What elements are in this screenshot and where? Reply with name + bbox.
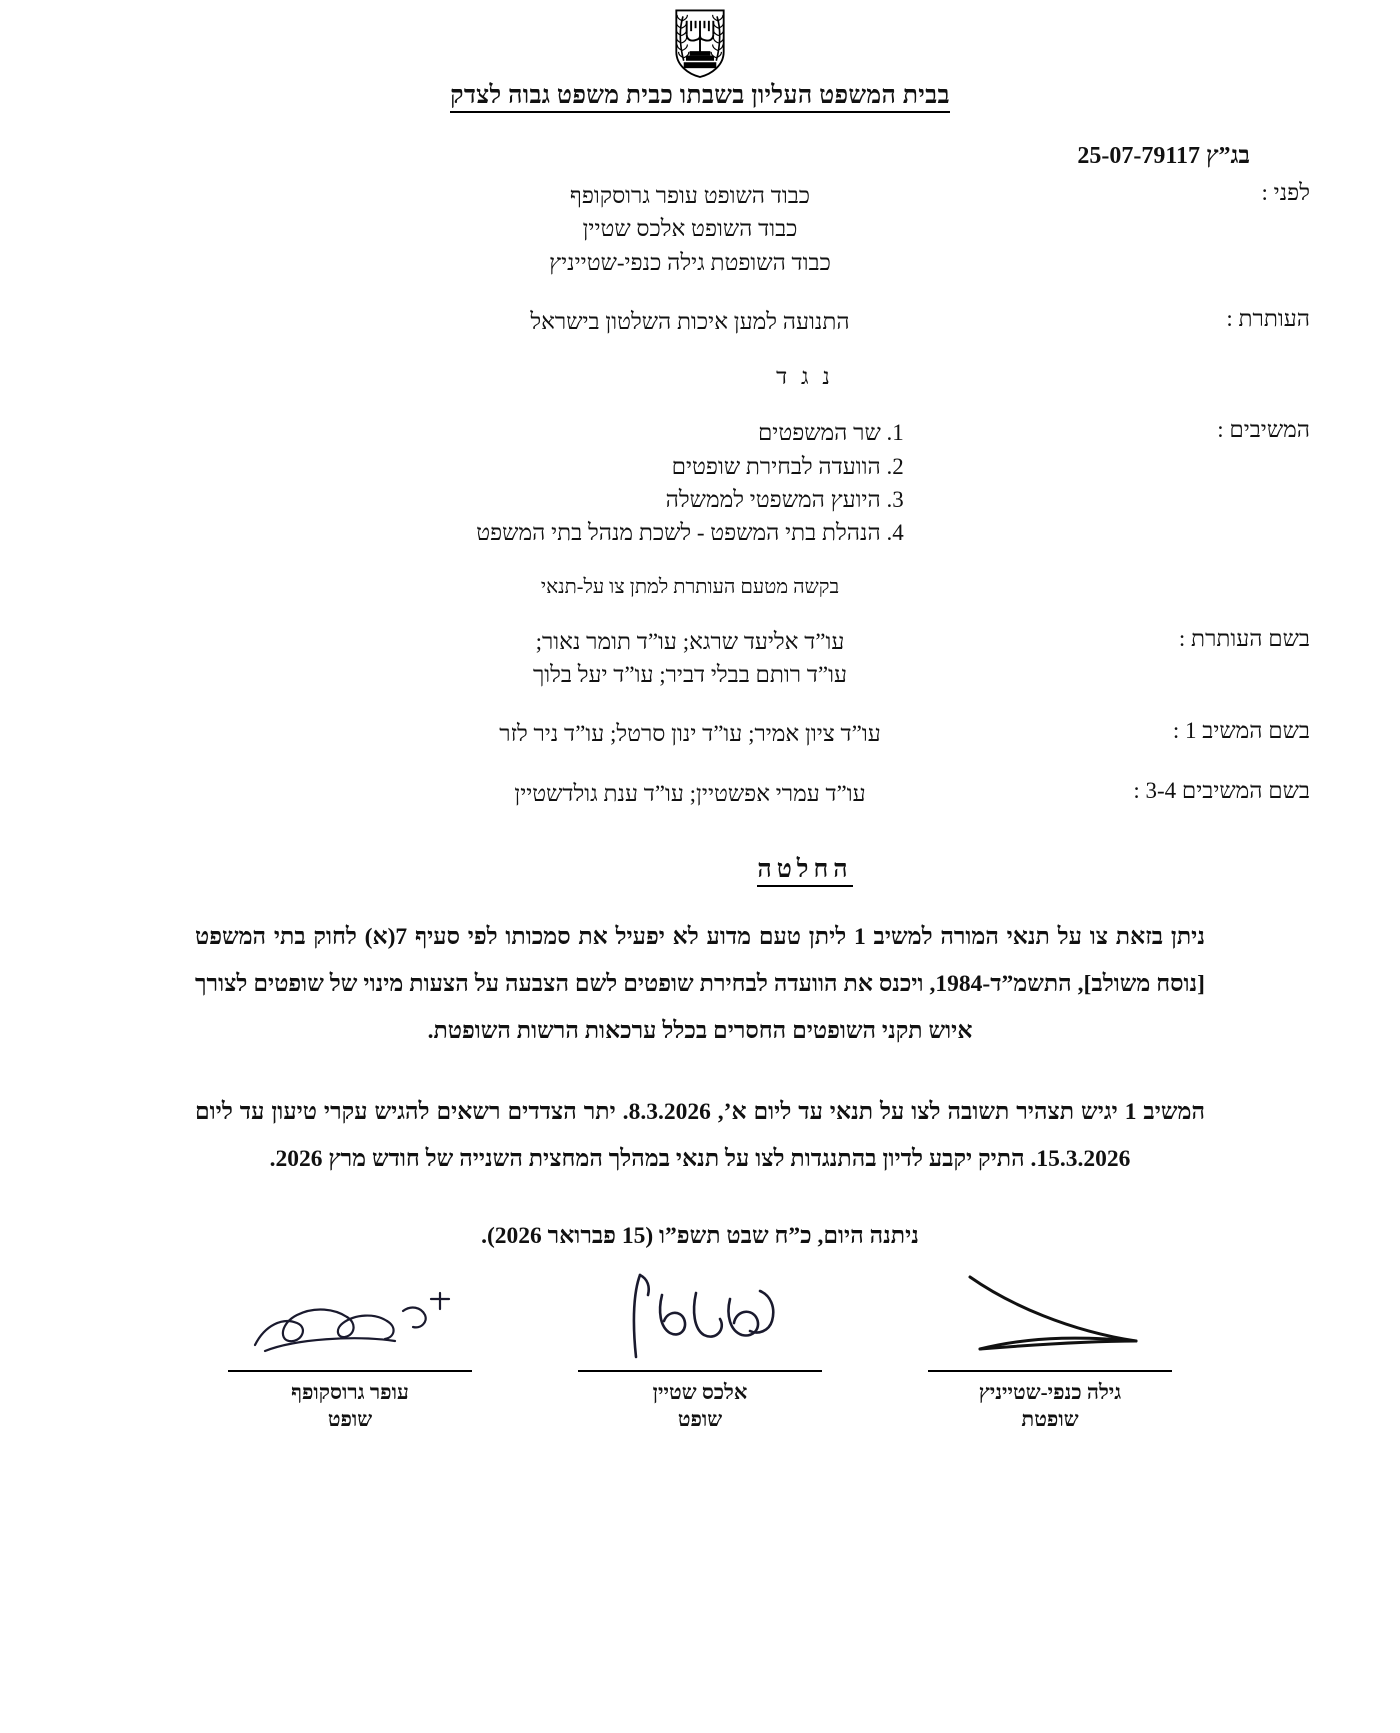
counsel-row-respondent-1 <box>300 717 1310 750</box>
counsel-names <box>300 717 1080 750</box>
decision-date-line: ניתנה היום, כ”ח שבט תשפ”ו (15 פברואר 2026). <box>481 1223 919 1250</box>
petitioner-label: העותרת : <box>1226 306 1310 332</box>
handwritten-signature-icon <box>210 1260 490 1370</box>
respondents-list <box>300 416 1080 549</box>
case-number: בג”ץ 25-07-79117 <box>1077 143 1250 169</box>
request-line-spacer <box>1080 576 1310 599</box>
respondent-item: 3. היועץ המשפטי לממשלה <box>665 487 904 513</box>
counsel-names <box>300 625 1080 692</box>
counsel-section <box>0 625 1400 810</box>
decision-paragraph: המשיב 1 יגיש תצהיר תשובה לצו על תנאי עד ליום א’, 8.3.2026. יתר הצדדים רשאים להגיש עקרי טיעון עד ליום 15.3.2026. התיק יקבע לדיון בהתנגדות לצו על תנאי במהלך המחצית השנייה של חודש מרץ 2026. <box>195 1099 1206 1173</box>
respondents-label: המשיבים : <box>1217 417 1310 443</box>
counsel-label: בשם המשיב 1 : <box>1172 718 1310 744</box>
signature-stein <box>560 1260 840 1434</box>
panel-judge: כבוד השופט עופר גרוסקופף <box>569 183 811 208</box>
panel-label: לפני : <box>1261 180 1310 205</box>
panel-judges <box>300 179 1080 279</box>
counsel-label: בשם העותרת : <box>1178 625 1310 651</box>
counsel-line: עו”ד רותם בבלי דביר; עו”ד יעל בלוך <box>532 662 848 688</box>
court-header <box>0 82 1400 113</box>
respondents-section <box>0 416 1400 549</box>
counsel-row-petitioner <box>300 625 1310 692</box>
signature-kanfi-steinitz <box>910 1260 1190 1434</box>
signature-rule <box>928 1370 1172 1372</box>
israel-state-emblem-icon <box>663 6 737 80</box>
signature-role: שופט <box>327 1407 373 1432</box>
decision-title <box>0 856 1400 884</box>
counsel-row-respondents-3-4 <box>300 777 1310 810</box>
signature-rule <box>578 1370 822 1372</box>
handwritten-signature-icon <box>910 1260 1190 1370</box>
respondents-row <box>300 416 1310 549</box>
handwritten-signature-icon <box>560 1260 840 1370</box>
parties-section <box>0 179 1400 338</box>
signature-name: עופר גרוסקופף <box>291 1380 409 1405</box>
respondent-item: 2. הוועדה לבחירת שופטים <box>671 453 904 479</box>
respondent-item: 1. שר המשפטים <box>757 420 904 446</box>
counsel-line: עו”ד ציון אמיר; עו”ד ינון סרטל; עו”ד ניר לזר <box>499 721 881 747</box>
panel-judge: כבוד השופט אלכס שטיין <box>582 216 798 242</box>
signature-name: גילה כנפי-שטייניץ <box>978 1380 1122 1405</box>
signature-role: שופטת <box>1021 1407 1079 1432</box>
signature-role: שופט <box>677 1407 723 1432</box>
case-number-row <box>0 143 1400 173</box>
request-line <box>0 576 1400 599</box>
petitioner-name: התנועה למען איכות השלטון בישראל <box>530 309 850 335</box>
decision-body <box>0 914 1400 1250</box>
petitioner-row <box>300 305 1310 338</box>
signature-name: אלכס שטיין <box>652 1380 748 1405</box>
counsel-line: עו”ד עמרי אפשטיין; עו”ד ענת גולדשטיין <box>514 780 866 806</box>
request-line-text: בקשה מטעם העותרת למתן צו על-תנאי <box>540 575 840 598</box>
signature-block <box>0 1260 1400 1434</box>
versus-separator: נ ג ד <box>776 364 834 390</box>
court-header-text: בבית המשפט העליון בשבתו כבית משפט גבוה לצדק <box>450 82 950 113</box>
decision-paragraph: ניתן בזאת צו על תנאי המורה למשיב 1 ליתן טעם מדוע לא יפעיל את סמכותו לפי סעיף 7(א) לחוק בתי המשפט [נוסח משולב], התשמ”ד-1984, ויכנס את הוועדה לבחירת שופטים לשם הצבעה על הצעות מינוי של שופטים לצורך איוש תקני השופטים החסרים בכלל ערכאות הרשות השופטת. <box>195 924 1205 1045</box>
signature-grosskopf <box>210 1260 490 1434</box>
counsel-line: עו”ד אליעד שרגא; עו”ד תומר נאור; <box>535 628 845 654</box>
panel-row <box>300 179 1310 279</box>
panel-judge: כבוד השופטת גילה כנפי-שטייניץ <box>549 249 831 275</box>
signature-rule <box>228 1370 472 1372</box>
counsel-names <box>300 777 1080 810</box>
respondent-item: 4. הנהלת בתי המשפט - לשכת מנהל בתי המשפט <box>476 520 904 546</box>
decision-title-text: החלטה <box>757 856 852 887</box>
counsel-label: בשם המשיבים 3-4 : <box>1133 777 1310 803</box>
emblem-container <box>0 0 1400 80</box>
